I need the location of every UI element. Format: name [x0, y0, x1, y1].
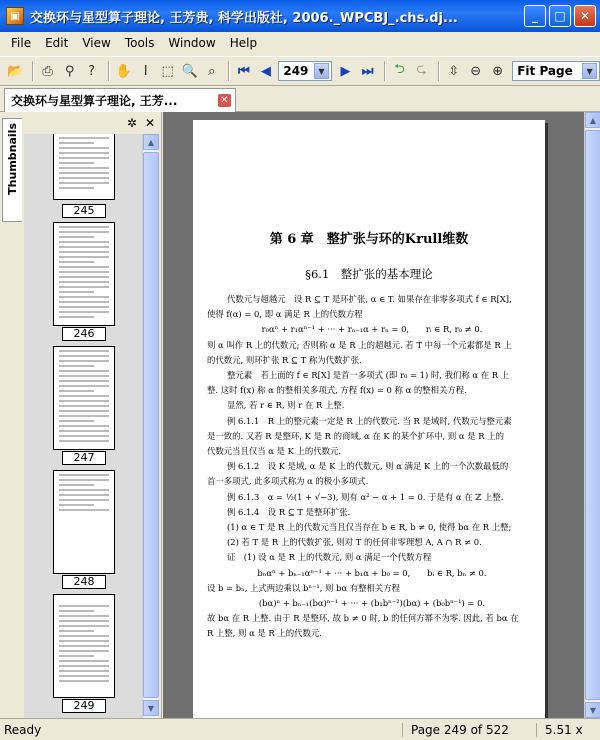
- zoom-icon[interactable]: 🔍: [181, 63, 198, 79]
- menu-file[interactable]: File: [11, 36, 32, 50]
- thumbnail-label: 248: [62, 575, 106, 589]
- hand-tool-icon[interactable]: ✋: [115, 63, 132, 79]
- thumbnail-page[interactable]: [53, 222, 115, 326]
- thumbnails-tab[interactable]: [2, 118, 22, 222]
- toolbar-separator: [32, 61, 34, 81]
- thumbnail-page[interactable]: [53, 594, 115, 698]
- page-body: [207, 292, 537, 642]
- body-line: (2) 若 T 是 R 上的代数扩张, 则对 T 的任何非零理想 A, A ∩ R ≠ 0.: [227, 537, 482, 548]
- body-line: 设 b = bₙ, 上式两边乘以 bⁿ⁻¹, 则 bα 有整相关方程: [207, 582, 401, 593]
- body-line: 的代数元, 则环扩张 R ⊆ T 称为代数扩张.: [207, 354, 362, 365]
- text-select-icon[interactable]: I: [143, 63, 148, 79]
- body-line: 使得 f(α) = 0, 即 α 满足 R 上的代数方程: [207, 309, 363, 320]
- menu-view[interactable]: View: [82, 36, 111, 50]
- body-line: 整. 这时 f(x) 称 α 的整相关多项式, 方程 f(x) = 0 称 α 的整相关方程.: [207, 385, 467, 396]
- document-view[interactable]: [163, 112, 600, 718]
- gear-icon[interactable]: ✲: [126, 116, 137, 130]
- chevron-down-icon[interactable]: ▼: [582, 63, 597, 79]
- region-select-icon[interactable]: ⬚: [161, 63, 174, 79]
- body-line: 故 bα 在 R 上整. 由于 R 是整环, 故 b ≠ 0 时, b 的任何方幂不为零. 因此, 若 bα 在: [207, 613, 519, 624]
- thumbnail-scrollbar[interactable]: [142, 134, 158, 718]
- status-ready: Ready: [4, 722, 42, 737]
- body-line: 代数元当且仅当 α 是 K 上的代数元.: [207, 446, 342, 457]
- scroll-down-icon[interactable]: ▼: [585, 702, 600, 718]
- body-line: (1) α ∈ T 是 R 上的代数元当且仅当存在 b ∈ R, b ≠ 0, 使得 bα 在 R 上整;: [227, 522, 512, 533]
- minimize-button[interactable]: _: [524, 5, 546, 27]
- body-line: 代数元与超越元 设 R ⊆ T 是环扩张, α ∈ T. 如果存在非零多项式 f ∈ R[X],: [227, 294, 512, 304]
- tab-strip: [0, 86, 600, 112]
- thumbnail-page[interactable]: [53, 470, 115, 574]
- status-page: Page 249 of 522: [402, 723, 536, 737]
- panel-header: [22, 112, 161, 134]
- body-line: 整元素 若上面的 f ∈ R[X] 是首一多项式 (即 r₀ = 1) 时, 我们称 α 在 R 上: [227, 370, 510, 381]
- last-page-icon[interactable]: ⏭: [361, 63, 374, 79]
- body-line: 例 6.1.4 设 R ⊆ T 是整环扩张.: [227, 506, 351, 517]
- chevron-down-icon[interactable]: ▼: [314, 63, 329, 79]
- body-line: R 上整, 则 α 是 R 上的代数元.: [207, 628, 322, 639]
- toolbar: [0, 56, 600, 86]
- section-title: §6.1 整扩张的基本理论: [305, 267, 433, 281]
- scroll-up-icon[interactable]: ▲: [585, 112, 600, 128]
- thumbnail-label: 247: [62, 451, 106, 465]
- print-icon[interactable]: ⎙: [42, 63, 53, 79]
- page-number-value: 249: [283, 64, 309, 78]
- document-page: [193, 120, 545, 718]
- find-icon[interactable]: ⚲: [64, 63, 75, 79]
- body-line: 则 α 叫作 R 上的代数元; 否则称 α 是 R 上的超越元. 若 T 中每一个元素都是 R 上: [207, 339, 512, 350]
- forward-icon[interactable]: ⮎: [416, 62, 427, 77]
- scrollbar-thumb[interactable]: [143, 152, 159, 698]
- toolbar-separator: [438, 61, 440, 81]
- scroll-down-icon[interactable]: ▼: [143, 700, 159, 716]
- thumbnails-panel: [0, 112, 162, 718]
- close-tab-icon[interactable]: ✕: [218, 94, 231, 107]
- body-line: bₙαⁿ + bₙ₋₁αⁿ⁻¹ + ··· + b₁α + b₀ = 0, bᵢ ∈ R, bₙ ≠ 0.: [257, 567, 487, 578]
- menu-tools[interactable]: Tools: [124, 36, 155, 50]
- document-tab-label: 交换环与星型算子理论, 王芳...: [11, 94, 178, 108]
- body-line: 首一多项式, 此多项式称为 α 的极小多项式.: [207, 476, 369, 487]
- body-line: (bα)ⁿ + bₙ₋₁(bα)ⁿ⁻¹ + ··· + (b₁bⁿ⁻²)(bα) + (b₀bⁿ⁻¹) = 0.: [258, 598, 486, 609]
- app-icon: ▣: [6, 7, 24, 25]
- close-button[interactable]: ✕: [574, 5, 596, 27]
- next-page-icon[interactable]: ▶: [340, 63, 351, 79]
- menu-window[interactable]: Window: [168, 36, 216, 50]
- toolbar-separator: [228, 61, 230, 81]
- body-line: 证 (1) 设 α 是 R 上的代数元, 则 α 满足一个代数方程: [227, 552, 432, 563]
- thumbnail-page[interactable]: [53, 346, 115, 450]
- body-line: 例 6.1.1 R 上的整元素一定是 R 上的代数元. 当 R 是域时, 代数元与整元素: [227, 415, 512, 426]
- zoom-value: Fit Page: [517, 64, 573, 78]
- toolbar-separator: [384, 61, 386, 81]
- thumbnail-label: 249: [62, 699, 106, 713]
- help-icon[interactable]: ?: [88, 63, 96, 79]
- title-bar: [0, 0, 600, 32]
- back-icon[interactable]: ⮌: [394, 62, 405, 77]
- document-tab[interactable]: [4, 88, 236, 112]
- window-title: 交换环与星型算子理论, 王芳贵, 科学出版社, 2006._WPCBJ_.chs.dj...: [30, 10, 458, 26]
- menu-edit[interactable]: Edit: [45, 36, 69, 50]
- body-line: r₀αⁿ + r₁αⁿ⁻¹ + ··· + rₙ₋₁α + rₙ = 0, rᵢ ∈ R, r₀ ≠ 0.: [261, 324, 483, 335]
- body-line: 显然, 若 r ∈ R, 则 r 在 R 上整.: [227, 400, 345, 411]
- scrollbar-thumb[interactable]: [585, 130, 600, 700]
- zoom-select[interactable]: [512, 61, 600, 81]
- body-line: 例 6.1.2 设 K 是域, α 是 K 上的代数元, 则 α 满足 K 上的一个次数最低的: [227, 461, 509, 472]
- zoom-rect-icon[interactable]: ⌕: [208, 63, 216, 79]
- status-zoom: 5.51 x: [536, 723, 600, 737]
- zoom-in-icon[interactable]: ⊕: [492, 63, 504, 79]
- toolbar-separator: [108, 61, 110, 81]
- body-line: 例 6.1.3 α = ½(1 + √−3), 则有 α² − α + 1 = 0. 于是有 α 在 ℤ 上整.: [227, 491, 504, 502]
- menu-help[interactable]: Help: [229, 36, 258, 50]
- previous-page-icon[interactable]: ◀: [260, 63, 271, 79]
- menu-bar: [0, 32, 600, 54]
- body-line: 是一致的. 又若 R 是整环, K 是 R 的商域, α 在 K 的某个扩环中, 则 α 是 R 上的: [207, 430, 504, 441]
- thumbnails-tab-label: Thumbnails: [6, 123, 19, 195]
- document-scrollbar[interactable]: [584, 112, 600, 718]
- open-folder-icon[interactable]: 📂: [7, 63, 24, 79]
- fit-width-icon[interactable]: ⇳: [448, 63, 460, 79]
- page-number-field[interactable]: [278, 61, 332, 81]
- scroll-up-icon[interactable]: ▲: [143, 134, 159, 150]
- chapter-title: 第 6 章 整扩张与环的Krull维数: [269, 232, 469, 247]
- zoom-out-icon[interactable]: ⊖: [470, 63, 482, 79]
- first-page-icon[interactable]: ⏮: [237, 63, 250, 79]
- thumbnail-list: [24, 134, 142, 718]
- panel-close-icon[interactable]: ✕: [144, 116, 155, 130]
- maximize-button[interactable]: □: [549, 5, 571, 27]
- thumbnail-label: 246: [62, 327, 106, 341]
- status-bar: [0, 718, 600, 740]
- thumbnail-label: 245: [62, 204, 106, 218]
- thumbnail-page[interactable]: [53, 134, 115, 200]
